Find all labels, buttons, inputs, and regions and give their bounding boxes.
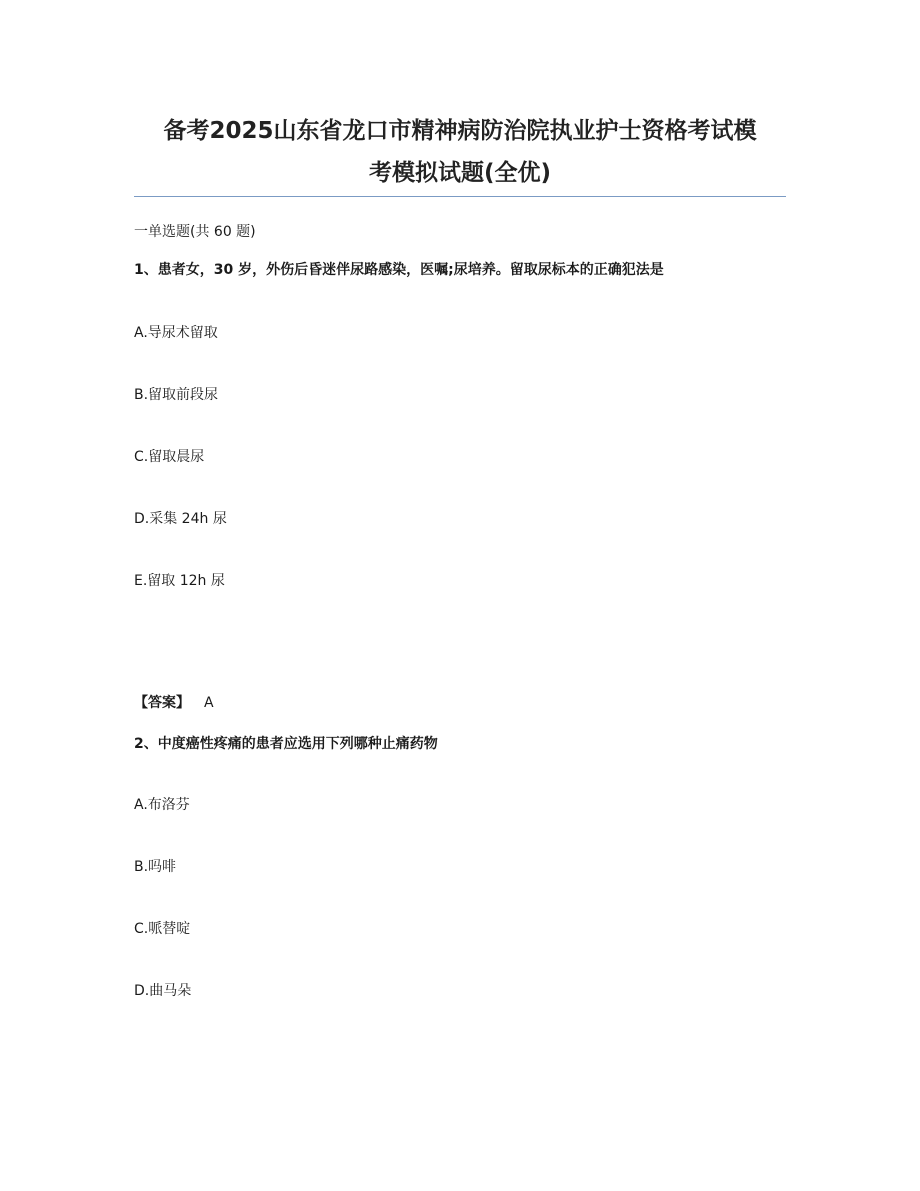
question-2-stem: 2、中度癌性疼痛的患者应选用下列哪种止痛药物 [134, 736, 438, 752]
title-divider [134, 196, 786, 197]
question-2-option-b: B.吗啡 [134, 859, 177, 875]
question-2-option-a: A.布洛芬 [134, 797, 190, 813]
question-2-option-d: D.曲马朵 [134, 983, 192, 999]
question-1-option-c: C.留取晨尿 [134, 449, 205, 465]
document-title-line-2: 考模拟试题(全优) [368, 160, 552, 186]
question-1-option-b: B.留取前段尿 [134, 387, 219, 403]
answer-label: 【答案】 [134, 695, 190, 711]
document-title-line-1: 备考2025山东省龙口市精神病防治院执业护士资格考试模 [163, 118, 757, 144]
question-2-option-c: C.哌替啶 [134, 921, 191, 937]
answer-value: A [204, 695, 214, 711]
question-1-option-d: D.采集 24h 尿 [134, 511, 227, 527]
question-1-stem: 1、患者女，30 岁，外伤后昏迷伴尿路感染，医嘱;尿培养。留取尿标本的正确犯法是 [134, 262, 664, 278]
question-1-option-a: A.导尿术留取 [134, 325, 218, 341]
question-1-option-e: E.留取 12h 尿 [134, 573, 225, 589]
question-1-answer [134, 693, 214, 713]
section-heading: 一单选题(共 60 题) [134, 224, 256, 240]
